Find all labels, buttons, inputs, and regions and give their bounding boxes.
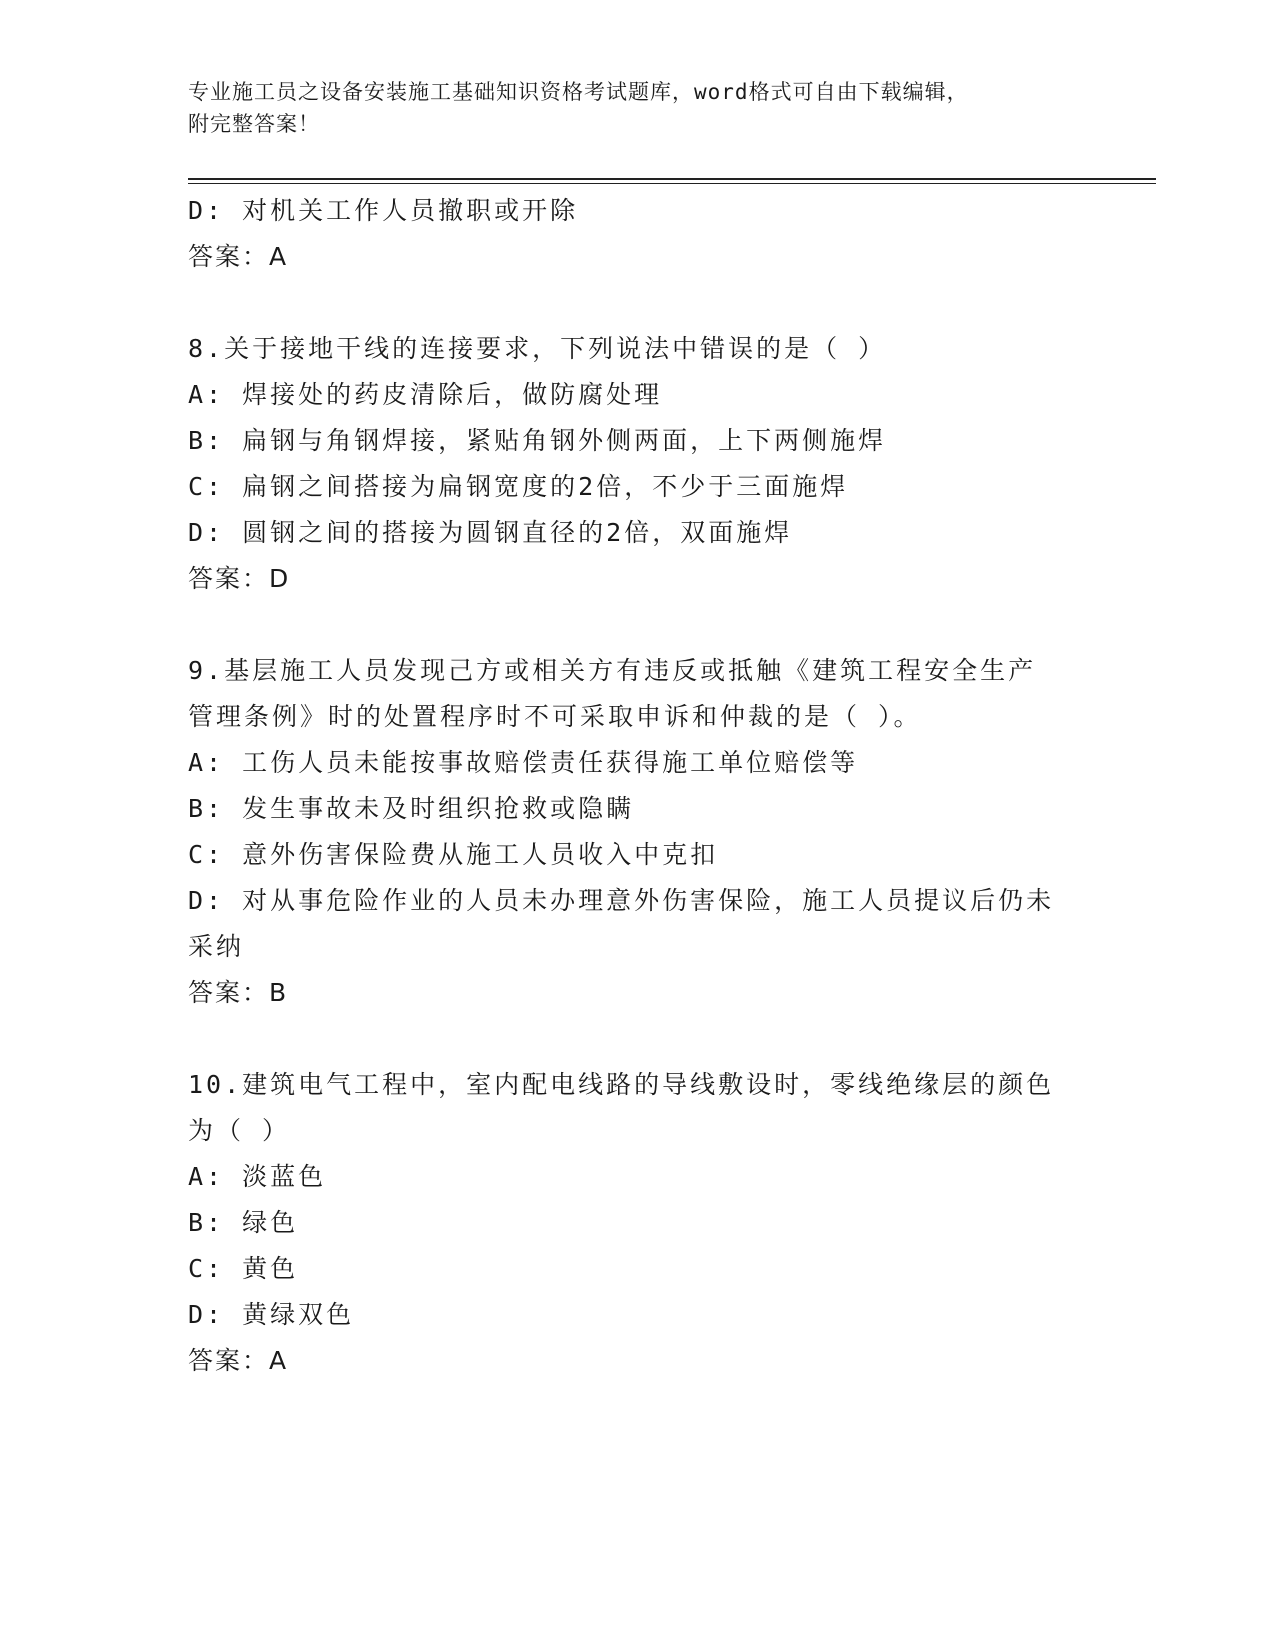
question-option-a: A: 工伤人员未能按事故赔偿责任获得施工单位赔偿等 xyxy=(188,748,859,777)
spacer xyxy=(188,602,1088,648)
question-option-b: B: 扁钢与角钢焊接，紧贴角钢外侧两面，上下两侧施焊 xyxy=(188,426,887,455)
question-answer: 答案：D xyxy=(188,564,291,593)
question-content xyxy=(188,188,1088,1384)
question-option-d: D: 对从事危险作业的人员未办理意外伤害保险，施工人员提议后仍未 xyxy=(188,886,1055,915)
question-option-a: A: 淡蓝色 xyxy=(188,1162,327,1191)
question-option-d: D: 圆钢之间的搭接为圆钢直径的2倍，双面施焊 xyxy=(188,518,793,547)
question-10 xyxy=(188,1062,1088,1384)
question-option-d-continued: 采纳 xyxy=(188,932,245,961)
question-9 xyxy=(188,648,1088,1016)
question-stem-continued: 管理条例》时的处置程序时不可采取申诉和仲裁的是（ ）。 xyxy=(188,702,922,731)
question-8 xyxy=(188,326,1088,602)
document-header xyxy=(188,76,1088,140)
question-option-d: D: 黄绿双色 xyxy=(188,1300,355,1329)
question-option-a: A: 焊接处的药皮清除后，做防腐处理 xyxy=(188,380,663,409)
question-stem: 10.建筑电气工程中，室内配电线路的导线敷设时，零线绝缘层的颜色 xyxy=(188,1070,1055,1099)
header-divider-thin xyxy=(188,183,1156,184)
header-text-line-1: 专业施工员之设备安装施工基础知识资格考试题库，word格式可自由下载编辑， xyxy=(188,80,969,104)
spacer xyxy=(188,280,1088,326)
prev-question-answer: 答案：A xyxy=(188,242,289,271)
question-stem-continued: 为（ ） xyxy=(188,1116,291,1145)
question-stem: 8.关于接地干线的连接要求，下列说法中错误的是（ ） xyxy=(188,334,887,363)
question-answer: 答案：B xyxy=(188,978,289,1007)
header-text-line-2: 附完整答案！ xyxy=(188,112,320,136)
header-divider-thick xyxy=(188,178,1156,180)
question-stem: 9.基层施工人员发现己方或相关方有违反或抵触《建筑工程安全生产 xyxy=(188,656,1037,685)
question-option-c: C: 黄色 xyxy=(188,1254,299,1283)
question-option-b: B: 发生事故未及时组织抢救或隐瞒 xyxy=(188,794,635,823)
question-answer: 答案：A xyxy=(188,1346,289,1375)
spacer xyxy=(188,1016,1088,1062)
question-option-c: C: 意外伤害保险费从施工人员收入中克扣 xyxy=(188,840,719,869)
prev-question-option-d: D: 对机关工作人员撤职或开除 xyxy=(188,196,579,225)
question-option-b: B: 绿色 xyxy=(188,1208,299,1237)
question-option-c: C: 扁钢之间搭接为扁钢宽度的2倍，不少于三面施焊 xyxy=(188,472,849,501)
